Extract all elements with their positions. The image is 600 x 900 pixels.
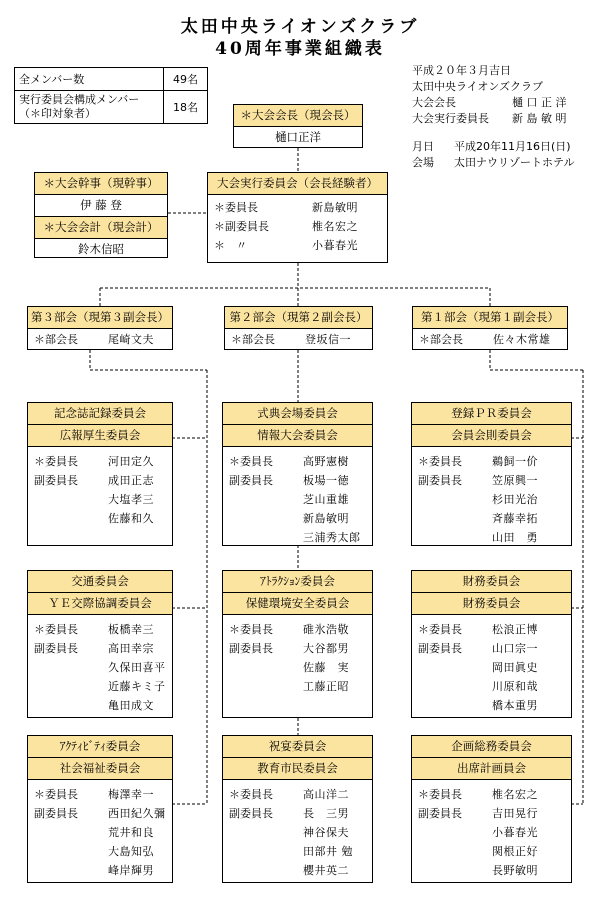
committee-member-row — [223, 786, 372, 805]
committee-member-name: 高田幸宗 — [108, 642, 154, 655]
committee-header-secondary: 会員会則委員会 — [412, 425, 571, 447]
committee-member-name: 大島知弘 — [108, 845, 154, 858]
committee-member-row — [28, 697, 172, 716]
division-3-header: 第３部会（現第３副会長） — [28, 307, 172, 329]
committee-member-name: 亀田成文 — [108, 699, 154, 712]
committee-member-row — [412, 659, 571, 678]
committee-member-name: 橋本重男 — [492, 699, 538, 712]
committee-member-name: 関根正好 — [492, 845, 538, 858]
committee-member-row — [412, 640, 571, 659]
division-role: ＊部会長 — [419, 333, 463, 346]
meta-president-name: 樋 口 正 洋 — [512, 96, 567, 109]
committee-member-row — [223, 491, 372, 510]
committee-header-primary: 記念誌記録委員会 — [28, 403, 172, 425]
committee-member-name: 長野敏明 — [492, 864, 538, 877]
committee-member-row — [412, 491, 571, 510]
members-label: 全メンバー数 — [15, 68, 164, 91]
committee-box — [222, 570, 373, 718]
meta-venue-label: 会場 — [412, 156, 434, 169]
committee-member-row — [28, 491, 172, 510]
secretary-header: ＊大会幹事（現幹事） — [35, 173, 167, 195]
secretary-treasurer-box — [34, 172, 168, 258]
committee-header-secondary: 出席計画員会 — [412, 758, 571, 780]
president-box — [233, 104, 363, 148]
division-leader-name: 尾崎文夫 — [108, 333, 154, 346]
exec-row — [208, 237, 387, 256]
exec-members-label-2: （＊印対象者） — [19, 107, 96, 120]
president-header: ＊大会会長（現会長） — [234, 105, 362, 127]
committee-member-name: 山田 勇 — [492, 531, 538, 544]
committee-header-secondary: 社会福祉委員会 — [28, 758, 172, 780]
committee-member-row — [28, 805, 172, 824]
committee-role: ＊委員長 — [229, 788, 273, 801]
committee-member-name: 田部井 勉 — [303, 845, 353, 858]
exec-members-label-1: 実行委員会構成メンバー — [19, 93, 140, 106]
meta-club: 太田中央ライオンズクラブ — [412, 80, 544, 93]
committee-role: ＊委員長 — [418, 623, 462, 636]
division-3-leader — [28, 329, 172, 350]
committee-member-name: 櫻井英二 — [303, 864, 349, 877]
committee-member-name: 吉田晃行 — [492, 807, 538, 820]
division-leader-name: 佐々木常雄 — [493, 333, 551, 346]
committee-box — [222, 402, 373, 546]
exec-member: 小暮春光 — [312, 239, 358, 252]
committee-member-name: 三浦秀太郎 — [303, 531, 361, 544]
exec-members-value: 18名 — [164, 91, 208, 124]
committee-header-secondary: ＹＥ交際協調委員会 — [28, 593, 172, 615]
committee-member-name: 碓氷浩敬 — [303, 623, 349, 636]
committee-member-name: 大谷都男 — [303, 642, 349, 655]
committee-member-row — [28, 659, 172, 678]
committee-role: 副委員長 — [418, 474, 462, 487]
committee-member-name: 大塩孝三 — [108, 493, 154, 506]
committee-member-row — [412, 510, 571, 529]
committee-member-row — [28, 472, 172, 491]
committee-member-name: 高山洋二 — [303, 788, 349, 801]
division-3-box — [27, 306, 173, 350]
committee-header-primary: 登録ＰＲ委員会 — [412, 403, 571, 425]
committee-member-name: 山口宗一 — [492, 642, 538, 655]
committee-box — [411, 402, 572, 546]
committee-member-name: 笠原興一 — [492, 474, 538, 487]
meta-date: 平成２０年３月吉日 — [412, 64, 511, 77]
committee-member-name: 荒井和良 — [108, 826, 154, 839]
committee-role: 副委員長 — [229, 807, 273, 820]
committee-member-name: 峰岸輝男 — [108, 864, 154, 877]
division-2-header: 第２部会（現第２副会長） — [225, 307, 372, 329]
committee-member-row — [28, 510, 172, 529]
committee-member-row — [412, 786, 571, 805]
committee-member-row — [223, 659, 372, 678]
committee-header-secondary: 教育市民委員会 — [223, 758, 372, 780]
committee-role: 副委員長 — [229, 642, 273, 655]
exec-member: 椎名宏之 — [312, 220, 358, 233]
committee-member-row — [28, 640, 172, 659]
treasurer-header: ＊大会会計（現会計） — [35, 217, 167, 239]
president-name: 樋口正洋 — [275, 130, 321, 144]
division-1-header: 第１部会（現第１副会長） — [413, 307, 567, 329]
title-line-1: 太田中央ライオンズクラブ — [180, 17, 420, 37]
exec-row — [208, 199, 387, 218]
committee-member-row — [28, 824, 172, 843]
committee-member-row — [28, 453, 172, 472]
committee-box — [411, 735, 572, 883]
committee-role: 副委員長 — [34, 807, 78, 820]
committee-member-row — [412, 824, 571, 843]
committee-member-name: 斉藤幸拓 — [492, 512, 538, 525]
committee-member-name: 鵜飼一价 — [492, 455, 538, 468]
committee-member-name: 久保田喜平 — [108, 661, 166, 674]
committee-member-row — [223, 621, 372, 640]
committee-role: ＊委員長 — [418, 788, 462, 801]
exec-role: ＊副委員長 — [214, 220, 269, 233]
committee-member-row — [223, 678, 372, 697]
treasurer-name: 鈴木信昭 — [78, 242, 124, 256]
committee-member-name: 高野憲樹 — [303, 455, 349, 468]
committee-member-row — [412, 678, 571, 697]
committee-member-name: 佐藤和久 — [108, 512, 154, 525]
committee-header-primary: ｱｸﾃｨﾋﾞﾃｨ委員会 — [28, 736, 172, 758]
exec-role: ＊ 〃 — [214, 239, 247, 252]
committee-member-row — [223, 510, 372, 529]
division-role: ＊部会長 — [231, 333, 275, 346]
committee-member-name: 岡田眞史 — [492, 661, 538, 674]
committee-member-name: 松浪正博 — [492, 623, 538, 636]
committee-member-row — [412, 697, 571, 716]
meta-venue-value: 太田ナウリゾートホテル — [454, 156, 575, 169]
committee-member-row — [223, 472, 372, 491]
committee-member-name: 西田紀久彌 — [108, 807, 166, 820]
meta-day-value: 平成20年11月16日(日) — [454, 140, 571, 153]
committee-member-row — [28, 862, 172, 881]
committee-header-primary: 財務委員会 — [412, 571, 571, 593]
committee-member-name: 成田正志 — [108, 474, 154, 487]
committee-header-primary: 式典会場委員会 — [223, 403, 372, 425]
committee-box — [411, 570, 572, 718]
members-value: 49名 — [164, 68, 208, 91]
committee-member-row — [223, 824, 372, 843]
committee-box — [27, 735, 173, 883]
title-line-2: 40周年事業組織表 — [215, 39, 385, 59]
committee-member-row — [28, 786, 172, 805]
committee-member-row — [412, 862, 571, 881]
committee-member-row — [412, 805, 571, 824]
committee-member-row — [28, 621, 172, 640]
committee-role: 副委員長 — [34, 474, 78, 487]
committee-role: 副委員長 — [34, 642, 78, 655]
committee-member-name: 川原和哉 — [492, 680, 538, 693]
committee-member-name: 小暮春光 — [492, 826, 538, 839]
committee-member-row — [412, 453, 571, 472]
committee-header-secondary: 保健環境安全委員会 — [223, 593, 372, 615]
committee-header-primary: 企画総務委員会 — [412, 736, 571, 758]
committee-member-name: 工藤正昭 — [303, 680, 349, 693]
committee-member-name: 梅澤幸一 — [108, 788, 154, 801]
division-2-leader — [225, 329, 372, 350]
committee-member-name: 新島敏明 — [303, 512, 349, 525]
committee-box — [27, 402, 173, 546]
exec-members-row — [15, 91, 208, 124]
committee-member-row — [223, 805, 372, 824]
committee-member-name: 長 三男 — [303, 807, 349, 820]
division-1-box — [412, 306, 568, 350]
committee-member-name: 佐藤 実 — [303, 661, 349, 674]
exec-committee-box — [207, 172, 388, 263]
committee-role: ＊委員長 — [34, 455, 78, 468]
secretary-name: 伊 藤 登 — [35, 195, 167, 217]
committee-role: ＊委員長 — [418, 455, 462, 468]
members-row — [15, 68, 208, 91]
exec-members-label — [15, 91, 164, 124]
committee-member-name: 板橋幸三 — [108, 623, 154, 636]
committee-member-name: 近藤キミ子 — [108, 680, 166, 693]
committee-member-row — [223, 529, 372, 548]
committee-member-row — [412, 529, 571, 548]
exec-row — [208, 218, 387, 237]
committee-header-secondary: 情報大会委員会 — [223, 425, 372, 447]
meta-president-label: 大会会長 — [412, 96, 456, 109]
committee-header-secondary: 財務委員会 — [412, 593, 571, 615]
committee-role: 副委員長 — [229, 474, 273, 487]
committee-member-row — [412, 621, 571, 640]
committee-member-name: 芝山重雄 — [303, 493, 349, 506]
exec-member: 新島敏明 — [312, 201, 358, 214]
committee-role: ＊委員長 — [229, 623, 273, 636]
committee-header-primary: 祝宴委員会 — [223, 736, 372, 758]
meta-day-label: 月日 — [412, 140, 434, 153]
meta-chair-name: 新 島 敏 明 — [512, 112, 567, 125]
division-1-leader — [413, 329, 567, 350]
committee-member-row — [28, 678, 172, 697]
exec-role: ＊委員長 — [214, 201, 258, 214]
committee-member-row — [223, 843, 372, 862]
committee-member-row — [412, 472, 571, 491]
committee-header-primary: ｱﾄﾗｸｼｮﾝ委員会 — [223, 571, 372, 593]
division-2-box — [224, 306, 373, 350]
committee-member-name: 神谷保夫 — [303, 826, 349, 839]
committee-role: ＊委員長 — [229, 455, 273, 468]
committee-header-primary: 交通委員会 — [28, 571, 172, 593]
committee-member-name: 板場一徳 — [303, 474, 349, 487]
committee-member-row — [223, 640, 372, 659]
committee-member-row — [412, 843, 571, 862]
committee-role: 副委員長 — [418, 807, 462, 820]
committee-member-row — [223, 453, 372, 472]
division-role: ＊部会長 — [34, 333, 78, 346]
committee-box — [27, 570, 173, 718]
member-summary-table — [14, 67, 208, 124]
division-leader-name: 登坂信一 — [305, 333, 351, 346]
exec-committee-header: 大会実行委員会（会長経験者） — [208, 173, 387, 195]
committee-role: 副委員長 — [418, 642, 462, 655]
committee-member-name: 杉田光治 — [492, 493, 538, 506]
committee-member-name: 椎名宏之 — [492, 788, 538, 801]
committee-box — [222, 735, 373, 883]
committee-member-name: 河田定久 — [108, 455, 154, 468]
committee-role: ＊委員長 — [34, 788, 78, 801]
committee-role: ＊委員長 — [34, 623, 78, 636]
committee-member-row — [28, 843, 172, 862]
meta-chair-label: 大会実行委員長 — [412, 112, 489, 125]
committee-header-secondary: 広報厚生委員会 — [28, 425, 172, 447]
committee-member-row — [223, 862, 372, 881]
